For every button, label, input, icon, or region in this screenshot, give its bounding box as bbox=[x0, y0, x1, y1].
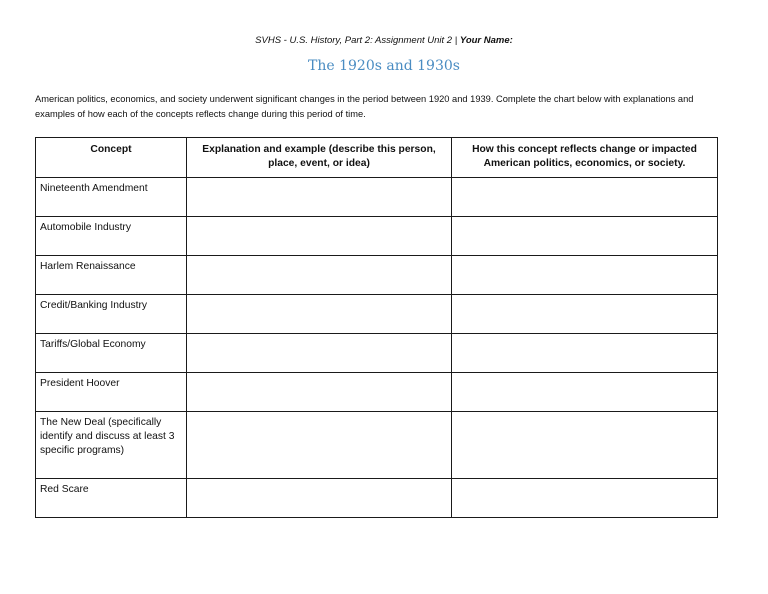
page-header bbox=[0, 35, 768, 46]
table-row bbox=[36, 479, 718, 518]
explanation-cell[interactable] bbox=[187, 479, 452, 518]
page-title: The 1920s and 1930s bbox=[308, 58, 460, 74]
explanation-cell[interactable] bbox=[187, 178, 452, 217]
concept-cell: Red Scare bbox=[36, 479, 187, 518]
concept-cell: Credit/Banking Industry bbox=[36, 295, 187, 334]
explanation-cell[interactable] bbox=[187, 217, 452, 256]
your-name-label: Your Name: bbox=[459, 35, 513, 46]
explanation-cell[interactable] bbox=[187, 412, 452, 479]
concept-cell: Nineteenth Amendment bbox=[36, 178, 187, 217]
concept-cell: Harlem Renaissance bbox=[36, 256, 187, 295]
header-impact: How this concept reflects change or impacted American politics, economics, or society. bbox=[452, 138, 718, 178]
concept-cell: Automobile Industry bbox=[36, 217, 187, 256]
impact-cell[interactable] bbox=[452, 217, 718, 256]
explanation-cell[interactable] bbox=[187, 256, 452, 295]
explanation-cell[interactable] bbox=[187, 373, 452, 412]
impact-cell[interactable] bbox=[452, 412, 718, 479]
table-row bbox=[36, 373, 718, 412]
explanation-cell[interactable] bbox=[187, 295, 452, 334]
instructions-paragraph: American politics, economics, and society underwent significant changes in the period between 1920 and 1939. Complete the chart below with explanations and examples of how each of the concepts reflects change during this period of time. bbox=[35, 94, 694, 119]
course-info: SVHS - U.S. History, Part 2: Assignment Unit 2 | bbox=[255, 35, 460, 46]
table-row bbox=[36, 412, 718, 479]
concept-cell: The New Deal (specifically identify and discuss at least 3 specific programs) bbox=[36, 412, 187, 479]
impact-cell[interactable] bbox=[452, 178, 718, 217]
table-row bbox=[36, 217, 718, 256]
explanation-cell[interactable] bbox=[187, 334, 452, 373]
table-row bbox=[36, 256, 718, 295]
impact-cell[interactable] bbox=[452, 479, 718, 518]
header-row bbox=[36, 138, 718, 178]
impact-cell[interactable] bbox=[452, 334, 718, 373]
table-row bbox=[36, 295, 718, 334]
table-row bbox=[36, 178, 718, 217]
concept-chart bbox=[35, 137, 718, 518]
impact-cell[interactable] bbox=[452, 256, 718, 295]
table-row bbox=[36, 334, 718, 373]
impact-cell[interactable] bbox=[452, 295, 718, 334]
impact-cell[interactable] bbox=[452, 373, 718, 412]
header-explanation: Explanation and example (describe this person, place, event, or idea) bbox=[187, 138, 452, 178]
concept-cell: President Hoover bbox=[36, 373, 187, 412]
concept-cell: Tariffs/Global Economy bbox=[36, 334, 187, 373]
header-concept: Concept bbox=[36, 138, 187, 178]
